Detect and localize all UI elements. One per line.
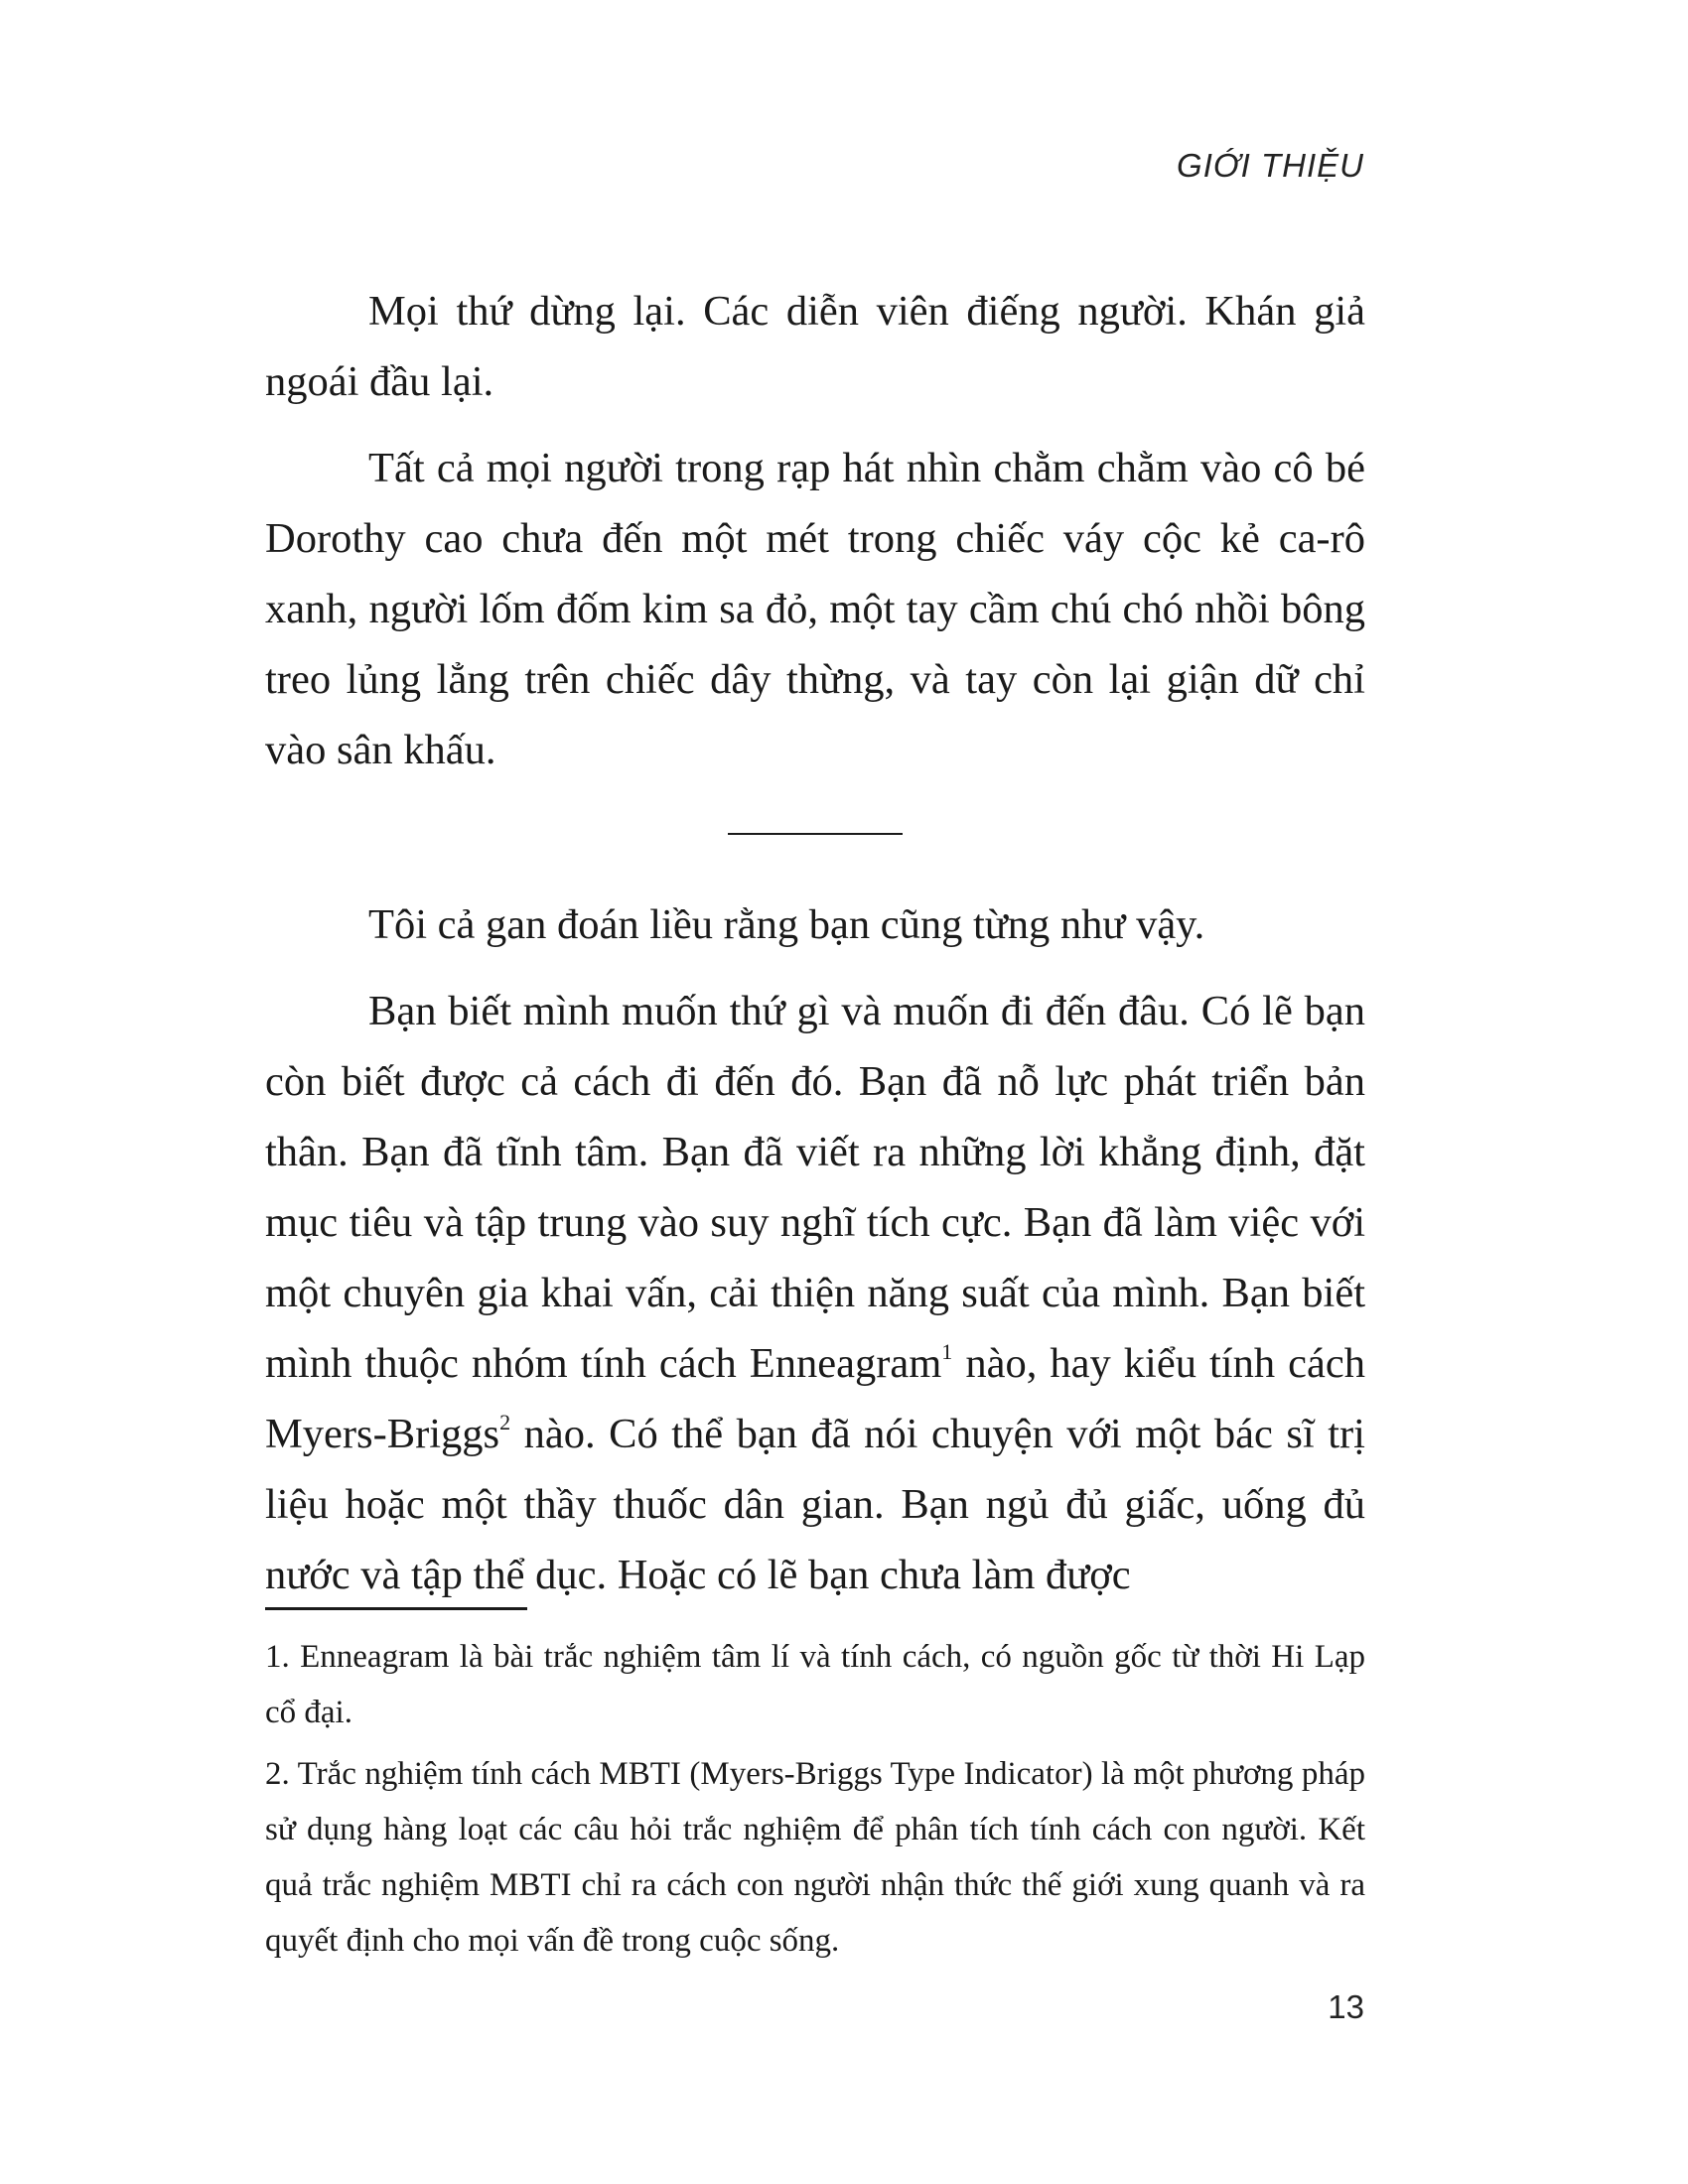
paragraph-you-know (265, 976, 1365, 1610)
paragraph-gap (265, 960, 1365, 976)
paragraph-text: Bạn biết mình muốn thứ gì và muốn đi đến đâu. Có lẽ bạn còn biết được cả cách đi đến đó. Bạn đã nỗ lực phát triển bản thân. Bạn đã tĩnh tâm. Bạn đã viết ra những lời khẳng định, đặt mục tiêu và tập trung vào suy nghĩ tích cực. Bạn đã làm việc với một chuyên gia khai vấn, cải thiện năng suất của mình. Bạn biết mình thuộc nhóm tính cách Enneagram (265, 988, 1365, 1387)
section-1-body (265, 276, 1365, 785)
page-number: 13 (1328, 1988, 1364, 2025)
paragraph-dorothy: Tất cả mọi người trong rạp hát nhìn chằm chằm vào cô bé Dorothy cao chưa đến một mét trong chiếc váy cộc kẻ ca-rô xanh, người lốm đốm kim sa đỏ, một tay cầm chú chó nhồi bông treo lủng lẳng trên chiếc dây thừng, và tay còn lại giận dữ chỉ vào sân khấu. (265, 445, 1365, 773)
footnote-1: 1. Enneagram là bài trắc nghiệm tâm lí và tính cách, có nguồn gốc từ thời Hi Lạp cổ đại. (265, 1639, 1365, 1730)
paragraph-everything-stopped: Mọi thứ dừng lại. Các diễn viên điếng người. Khán giả ngoái đầu lại. (265, 288, 1365, 405)
paragraph-text: nào, hay kiểu tính cách Myers-Briggs (265, 1340, 1365, 1457)
footnote-ref-2[interactable]: 2 (499, 1410, 511, 1434)
section-divider (728, 833, 903, 835)
footnote-rule (265, 1607, 527, 1610)
footnote-ref-1[interactable]: 1 (941, 1339, 953, 1364)
paragraph-text: nào. Có thể bạn đã nói chuyện với một bác sĩ trị liệu hoặc một thầy thuốc dân gian. Bạn ngủ đủ giấc, uống đủ nước và tập thể dục. Hoặc có lẽ bạn chưa làm được (265, 1411, 1365, 1598)
section-2-body (265, 889, 1365, 1610)
running-header: GIỚI THIỆU (1177, 147, 1364, 184)
paragraph-guess: Tôi cả gan đoán liều rằng bạn cũng từng như vậy. (368, 901, 1205, 948)
footnotes (265, 1629, 1365, 1975)
footnote-2: 2. Trắc nghiệm tính cách MBTI (Myers-Briggs Type Indicator) là một phương pháp sử dụng hàng loạt các câu hỏi trắc nghiệm để phân tích tính cách con người. Kết quả trắc nghiệm MBTI chỉ ra cách con người nhận thức thế giới xung quanh và ra quyết định cho mọi vấn đề trong cuộc sống. (265, 1756, 1365, 1959)
paragraph-gap (265, 417, 1365, 433)
